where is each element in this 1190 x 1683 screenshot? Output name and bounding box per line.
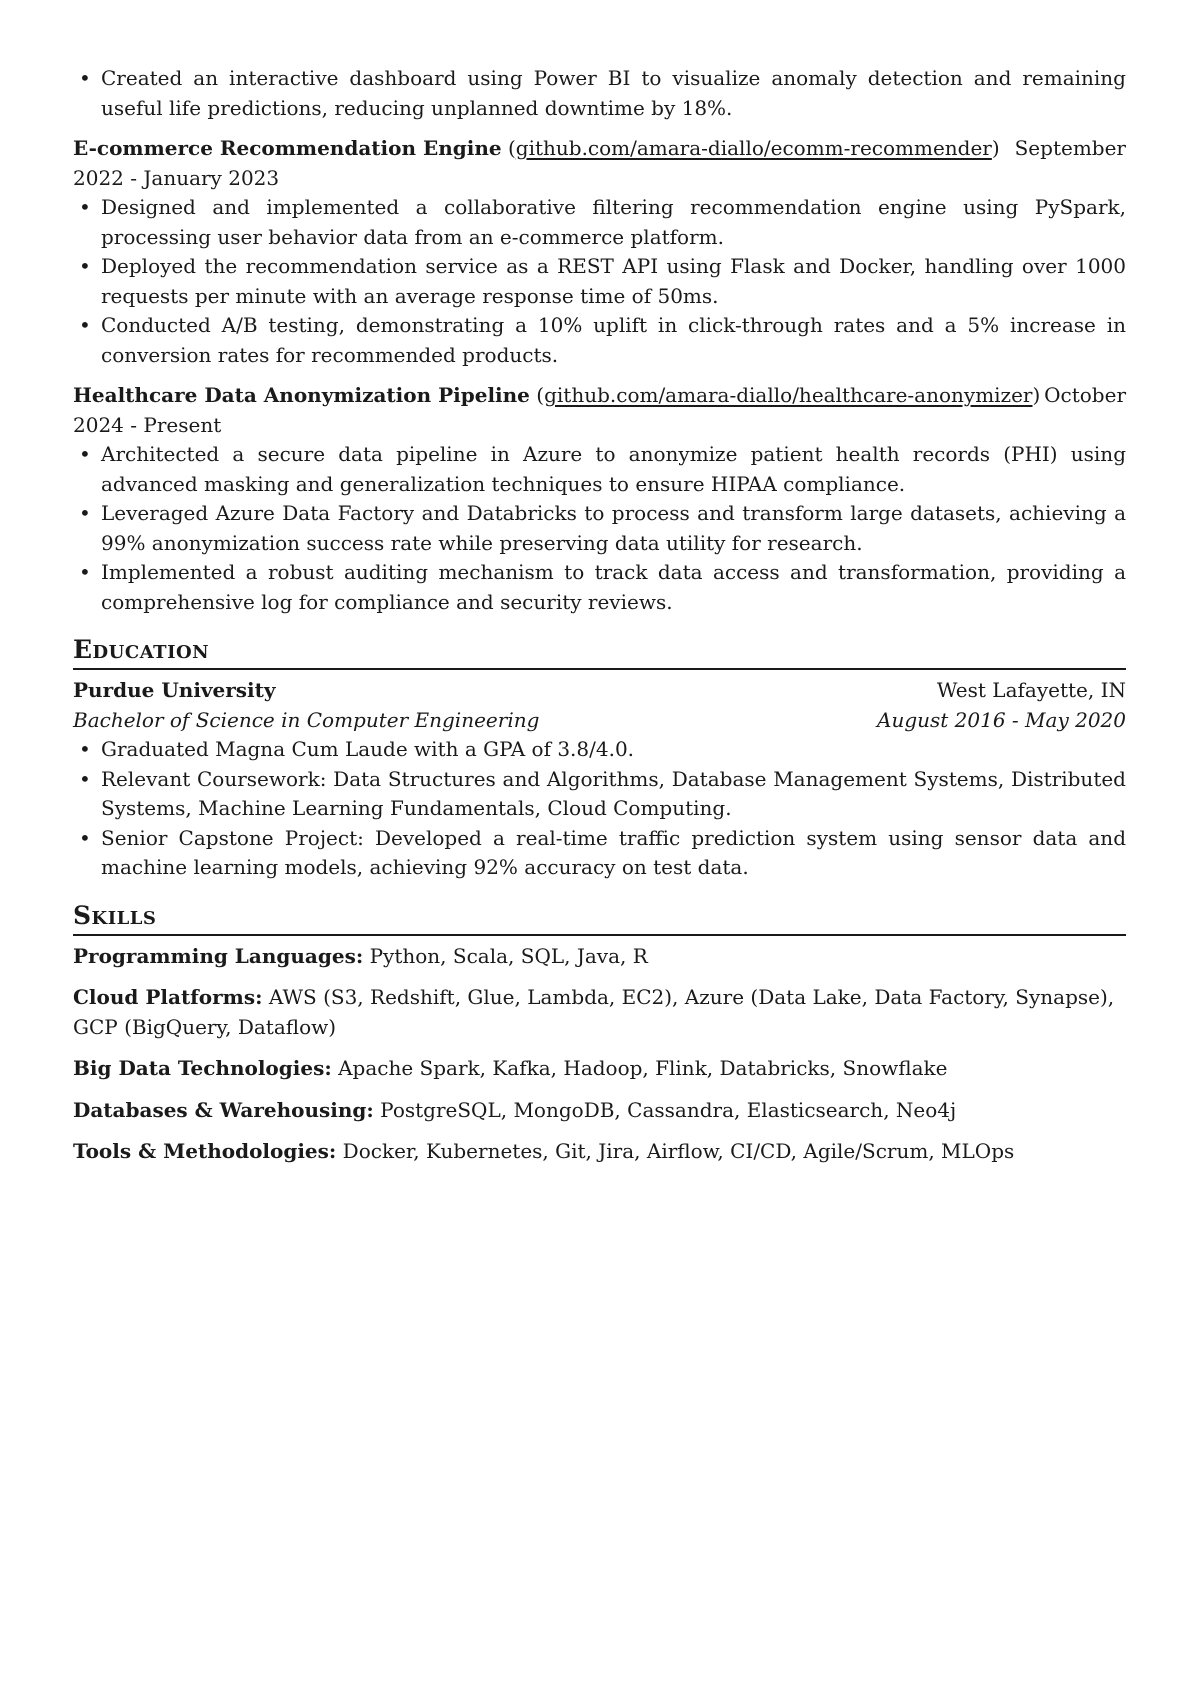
- project-date-rest: 2024 - Present: [73, 412, 222, 437]
- skill-label: Tools & Methodologies:: [73, 1139, 337, 1163]
- project-link[interactable]: github.com/amara-diallo/healthcare-anonymizer: [544, 383, 1033, 407]
- bullet-item: • Architected a secure data pipeline in Azure to anonymize patient health records (PHI) using advanced masking and generalization techniques to ensure HIPAA compliance.: [73, 440, 1126, 499]
- bullet-item: • Conducted A/B testing, demonstrating a 10% uplift in click-through rates and a 5% increase in conversion rates for recommended products.: [73, 311, 1126, 370]
- project-ecommerce: [73, 134, 1126, 370]
- previous-project-bullets: [73, 64, 1126, 123]
- education-section: [73, 634, 1126, 883]
- bullet-item: • Implemented a robust auditing mechanism to track data access and transformation, providing a comprehensive log for compliance and security reviews.: [73, 558, 1126, 617]
- project-bullets: [73, 193, 1126, 370]
- bullet-item: • Deployed the recommendation service as a REST API using Flask and Docker, handling over 1000 requests per minute with an average response time of 50ms.: [73, 252, 1126, 311]
- project-link[interactable]: github.com/amara-diallo/ecomm-recommender: [515, 136, 992, 160]
- education-dates: August 2016 - May 2020: [877, 707, 1126, 732]
- skill-value: Apache Spark, Kafka, Hadoop, Flink, Databricks, Snowflake: [338, 1056, 948, 1080]
- skills-section: [73, 900, 1126, 1167]
- project-name: E-commerce Recommendation Engine: [73, 136, 502, 160]
- bullet-item: • Designed and implemented a collaborative filtering recommendation engine using PySpark, processing user behavior data from an e-commerce platform.: [73, 193, 1126, 252]
- project-date-start: September: [1014, 136, 1126, 160]
- skill-row: [73, 1054, 1126, 1084]
- skill-row: [73, 1137, 1126, 1167]
- education-bullets: [73, 735, 1126, 883]
- skill-row: [73, 1096, 1126, 1126]
- skill-label: Cloud Platforms:: [73, 985, 263, 1009]
- education-header-row: [73, 676, 1126, 706]
- skill-value: Python, Scala, SQL, Java, R: [369, 943, 648, 968]
- project-date-start: October: [1044, 383, 1126, 407]
- school-location: West Lafayette, IN: [936, 678, 1126, 702]
- project-header: E-commerce Recommendation Engine (github.com/amara-diallo/ecomm-recommender) September: [73, 134, 1126, 164]
- bullet-item: • Created an interactive dashboard using Power BI to visualize anomaly detection and remaining useful life predictions, reducing unplanned downtime by 18%.: [73, 64, 1126, 123]
- skill-row: [73, 942, 1126, 972]
- degree-name: Bachelor of Science in Computer Engineering: [73, 707, 540, 732]
- skill-row: [73, 983, 1126, 1042]
- project-healthcare: [73, 381, 1126, 617]
- section-title-education: Education: [73, 634, 1126, 670]
- resume-page: [73, 64, 1126, 1179]
- project-date-rest: 2022 - January 2023: [73, 165, 280, 190]
- education-degree-row: [73, 706, 1126, 736]
- bullet-item: • Graduated Magna Cum Laude with a GPA of 3.8/4.0.: [73, 735, 1126, 765]
- bullet-item: • Senior Capstone Project: Developed a real-time traffic prediction system using sensor data and machine learning models, achieving 92% accuracy on test data.: [73, 824, 1126, 883]
- skill-label: Programming Languages:: [73, 943, 364, 968]
- project-bullets: [73, 440, 1126, 617]
- section-title-skills: Skills: [73, 900, 1126, 936]
- bullet-item: • Leveraged Azure Data Factory and Databricks to process and transform large datasets, achieving a 99% anonymization success rate while preserving data utility for research.: [73, 499, 1126, 558]
- skill-label: Databases & Warehousing:: [73, 1097, 374, 1122]
- project-name: Healthcare Data Anonymization Pipeline: [73, 383, 530, 407]
- project-header: Healthcare Data Anonymization Pipeline (github.com/amara-diallo/healthcare-anonymizer) October: [73, 381, 1126, 411]
- skill-label: Big Data Technologies:: [73, 1056, 332, 1080]
- skill-value: PostgreSQL, MongoDB, Cassandra, Elasticsearch, Neo4j: [380, 1097, 957, 1122]
- skill-value: Docker, Kubernetes, Git, Jira, Airflow, CI/CD, Agile/Scrum, MLOps: [342, 1139, 1015, 1163]
- skill-value: AWS (S3, Redshift, Glue, Lambda, EC2), Azure (Data Lake, Data Factory, Synapse), GCP (BigQuery, Dataflow): [73, 985, 1115, 1039]
- bullet-item: • Relevant Coursework: Data Structures and Algorithms, Database Management Systems, Distributed Systems, Machine Learning Fundamentals, Cloud Computing.: [73, 765, 1126, 824]
- school-name: Purdue University: [73, 678, 276, 702]
